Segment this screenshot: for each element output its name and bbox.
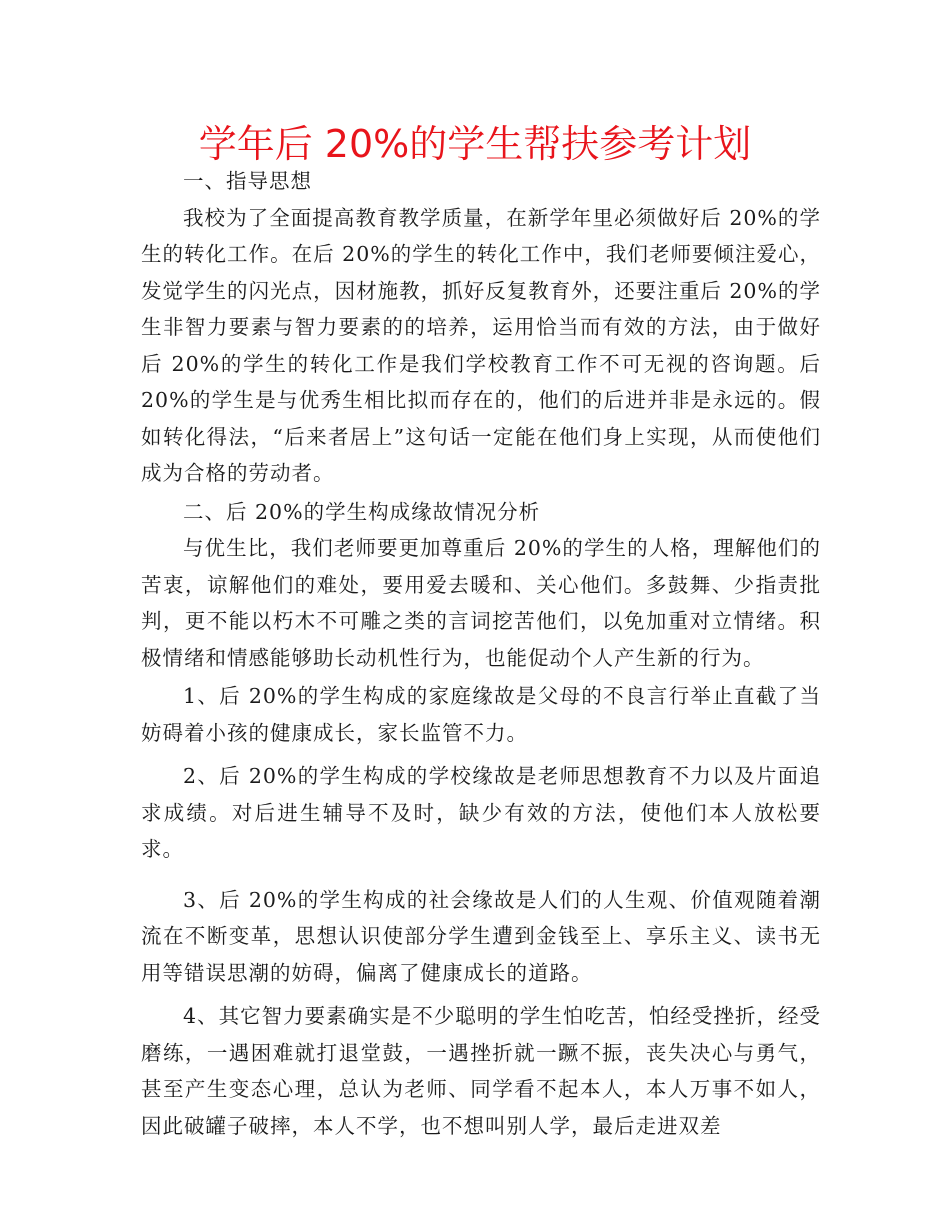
paragraph-cause-analysis: 与优生比，我们老师要更加尊重后 20%的学生的人格，理解他们的苦衷，谅解他们的难处，要用爱去暖和、关心他们。多鼓舞、少指责批判，更不能以朽木不可雕之类的言词挖苦他们，以免加重对立情绪。积极情绪和情感能够助长动机性行为，也能促动个人产生新的行为。 [141,536,821,670]
list-item-other-factors: 4、其它智力要素确实是不少聪明的学生怕吃苦，怕经受挫折，经受磨练，一遇困难就打退堂鼓，一遇挫折就一蹶不振，丧失决心与勇气，甚至产生变态心理，总认为老师、同学看不起本人，本人万事不如人，因此破罐子破摔，本人不学，也不想叫别人学，最后走进双差 [141,1004,821,1138]
section-heading-cause-analysis: 二、后 20%的学生构成缘故情况分析 [183,499,541,524]
document-title: 学年后 20%的学生帮扶参考计划 [198,122,752,166]
section-heading-guiding-thought: 一、指导思想 [183,169,312,193]
list-item-social-cause: 3、后 20%的学生构成的社会缘故是人们的人生观、价值观随着潮流在不断变革，思想认识使部分学生遭到金钱至上、享乐主义、读书无用等错误思潮的妨碍，偏离了健康成长的道路。 [141,887,821,985]
paragraph-guiding-thought: 我校为了全面提高教育教学质量，在新学年里必须做好后 20%的学生的转化工作。在后 20%的学生的转化工作中，我们老师要倾注爱心，发觉学生的闪光点，因材施教，抓好反复教育外，还要注重后 20%的学生非智力要素与智力要素的的培养，运用恰当而有效的方法，由于做好后 20%的学生的转化工作是我们学校教育工作不可无视的咨询题。后 20%的学生是与优秀生相比拟而存在的，他们的后进并非是永远的。假如转化得法，“后来者居上”这句话一定能在他们身上实现，从而使他们成为合格的劳动者。 [141,205,821,485]
list-item-school-cause: 2、后 20%的学生构成的学校缘故是老师思想教育不力以及片面追求成绩。对后进生辅导不及时，缺少有效的方法，使他们本人放松要求。 [141,764,821,861]
document-body [141,163,821,1144]
list-item-family-cause: 1、后 20%的学生构成的家庭缘故是父母的不良言行举止直截了当妨碍着小孩的健康成长，家长监管不力。 [141,684,821,745]
